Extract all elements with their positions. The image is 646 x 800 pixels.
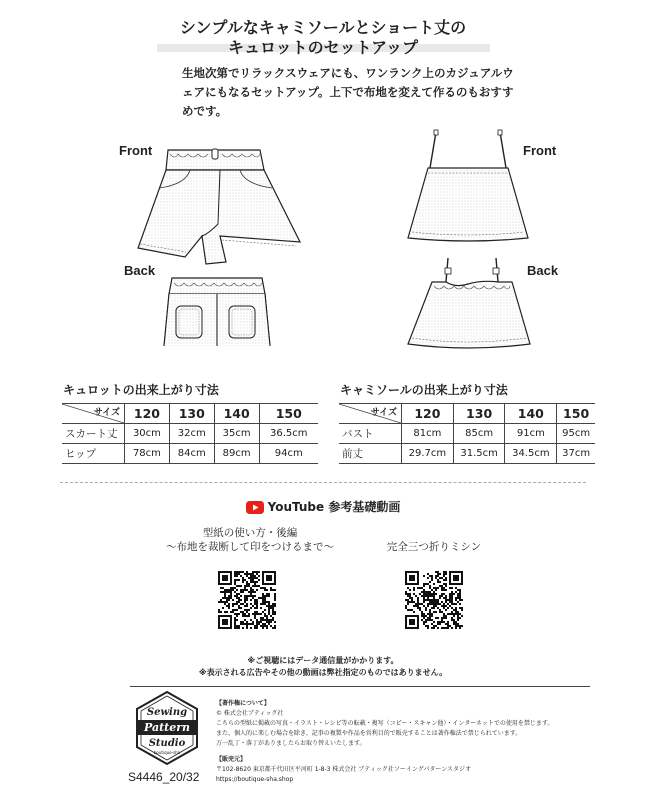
sewing-pattern-studio-logo — [134, 690, 200, 766]
camisole-back-label: Back — [527, 263, 559, 278]
copyright-body-1: こちらの型紙に掲載の写真・イラスト・レシピ等の転載・複写（コピー・スキャン他）・インターネットでの使用を禁じます。 — [216, 720, 554, 727]
table-row — [62, 424, 318, 444]
culotte-back-label: Back — [124, 263, 156, 278]
qr-code-video1[interactable] — [218, 571, 276, 629]
table-cell: 94cm — [259, 444, 318, 464]
culotte-size-table — [62, 403, 318, 464]
size-header: 140 — [214, 404, 259, 424]
table-cell: 78cm — [125, 444, 170, 464]
logo-word-1: Sewing — [146, 707, 188, 718]
page-title-line1: シンプルなキャミソールとショート丈の — [179, 18, 467, 37]
camisole-front-label: Front — [523, 143, 557, 158]
youtube-heading-text: YouTube 参考基礎動画 — [267, 500, 401, 514]
copyright-info — [216, 699, 596, 785]
table-cell: 32cm — [169, 424, 214, 444]
table-row — [62, 444, 318, 464]
copyright-body-3: 万一乱丁・落丁がありましたらお取り替えいたします。 — [216, 740, 366, 747]
table-cell: 91cm — [505, 424, 557, 444]
page-title-line2: キュロットのセットアップ — [227, 38, 419, 57]
section-divider — [60, 482, 586, 483]
logo-word-2: Pattern — [143, 721, 191, 734]
copyright-owner: © 株式会社ブティック社 — [216, 710, 284, 717]
size-header: 120 — [402, 404, 454, 424]
copyright-body-2: また、個人的に楽しむ場合を除き、記事の複製や作品を営利目的で販売することは著作権法で禁じられています。 — [216, 730, 522, 737]
table-cell: 34.5cm — [505, 444, 557, 464]
table-cell: 84cm — [169, 444, 214, 464]
size-corner-label: サイズ — [93, 408, 120, 418]
camisole-front-illustration — [404, 128, 534, 246]
table-corner-cell — [339, 404, 402, 424]
logo-word-3: Studio — [148, 738, 186, 749]
video1-subtitle: 〜布地を裁断して印をつけるまで〜 — [166, 541, 334, 553]
notice-data-usage: ※ご視聴にはデータ通信量がかかります。 — [247, 656, 399, 665]
size-header: 130 — [453, 404, 505, 424]
logo-word-4: boutique-sha — [153, 750, 181, 755]
size-header: 150 — [259, 404, 318, 424]
size-header: 140 — [505, 404, 557, 424]
size-header: 130 — [169, 404, 214, 424]
table-row — [339, 404, 595, 424]
row-label: ヒップ — [62, 444, 125, 464]
seller-url[interactable]: https://boutique-sha.shop — [216, 776, 294, 783]
table-cell: 29.7cm — [402, 444, 454, 464]
intro-line-3: めです。 — [182, 104, 228, 118]
camisole-back-illustration — [404, 254, 534, 354]
table-cell: 37cm — [557, 444, 595, 464]
size-corner-label: サイズ — [370, 408, 397, 418]
intro-line-2: ェアにもなるセットアップ。上下で布地を変えて作るのもおすす — [182, 85, 514, 99]
table-row — [339, 444, 595, 464]
table-row — [62, 404, 318, 424]
youtube-heading — [0, 498, 646, 515]
intro-text — [182, 64, 522, 121]
seller-address: 〒102-8620 東京都千代田区平河町 1-8-3 株式会社 ブティック社ソーイングパターンスタジオ — [216, 766, 472, 773]
table-row — [339, 424, 595, 444]
table-cell: 85cm — [453, 424, 505, 444]
intro-line-1: 生地次第でリラックスウェアにも、ワンランク上のカジュアルウ — [182, 66, 514, 80]
size-header: 150 — [557, 404, 595, 424]
culotte-back-illustration — [162, 276, 272, 348]
table-cell: 89cm — [214, 444, 259, 464]
video2-label: 完全三つ折りミシン — [386, 541, 482, 553]
culotte-front-label: Front — [119, 143, 153, 158]
row-label: 前丈 — [339, 444, 402, 464]
row-label: バスト — [339, 424, 402, 444]
camisole-table-title: キャミソールの出来上がり寸法 — [340, 383, 508, 397]
youtube-play-icon — [246, 501, 264, 514]
video1-title: 型紙の使い方・後編 — [202, 527, 298, 539]
footer-divider — [130, 686, 590, 687]
table-corner-cell — [62, 404, 125, 424]
table-cell: 31.5cm — [453, 444, 505, 464]
table-cell: 36.5cm — [259, 424, 318, 444]
seller-heading: 【販売元】 — [216, 756, 247, 763]
table-cell: 81cm — [402, 424, 454, 444]
table-cell: 30cm — [125, 424, 170, 444]
video1-label — [130, 526, 370, 554]
culotte-front-illustration — [130, 144, 302, 266]
row-label: スカート丈 — [62, 424, 125, 444]
table-cell: 35cm — [214, 424, 259, 444]
camisole-size-table — [339, 403, 595, 464]
copyright-heading: 【著作権について】 — [216, 700, 270, 707]
size-header: 120 — [125, 404, 170, 424]
page-code: S4446_20/32 — [128, 770, 200, 784]
notice-ads: ※表示される広告やその他の動画は弊社指定のものではありません。 — [198, 668, 448, 677]
qr-code-video2[interactable] — [405, 571, 463, 629]
table-cell: 95cm — [557, 424, 595, 444]
culotte-table-title: キュロットの出来上がり寸法 — [63, 383, 219, 397]
